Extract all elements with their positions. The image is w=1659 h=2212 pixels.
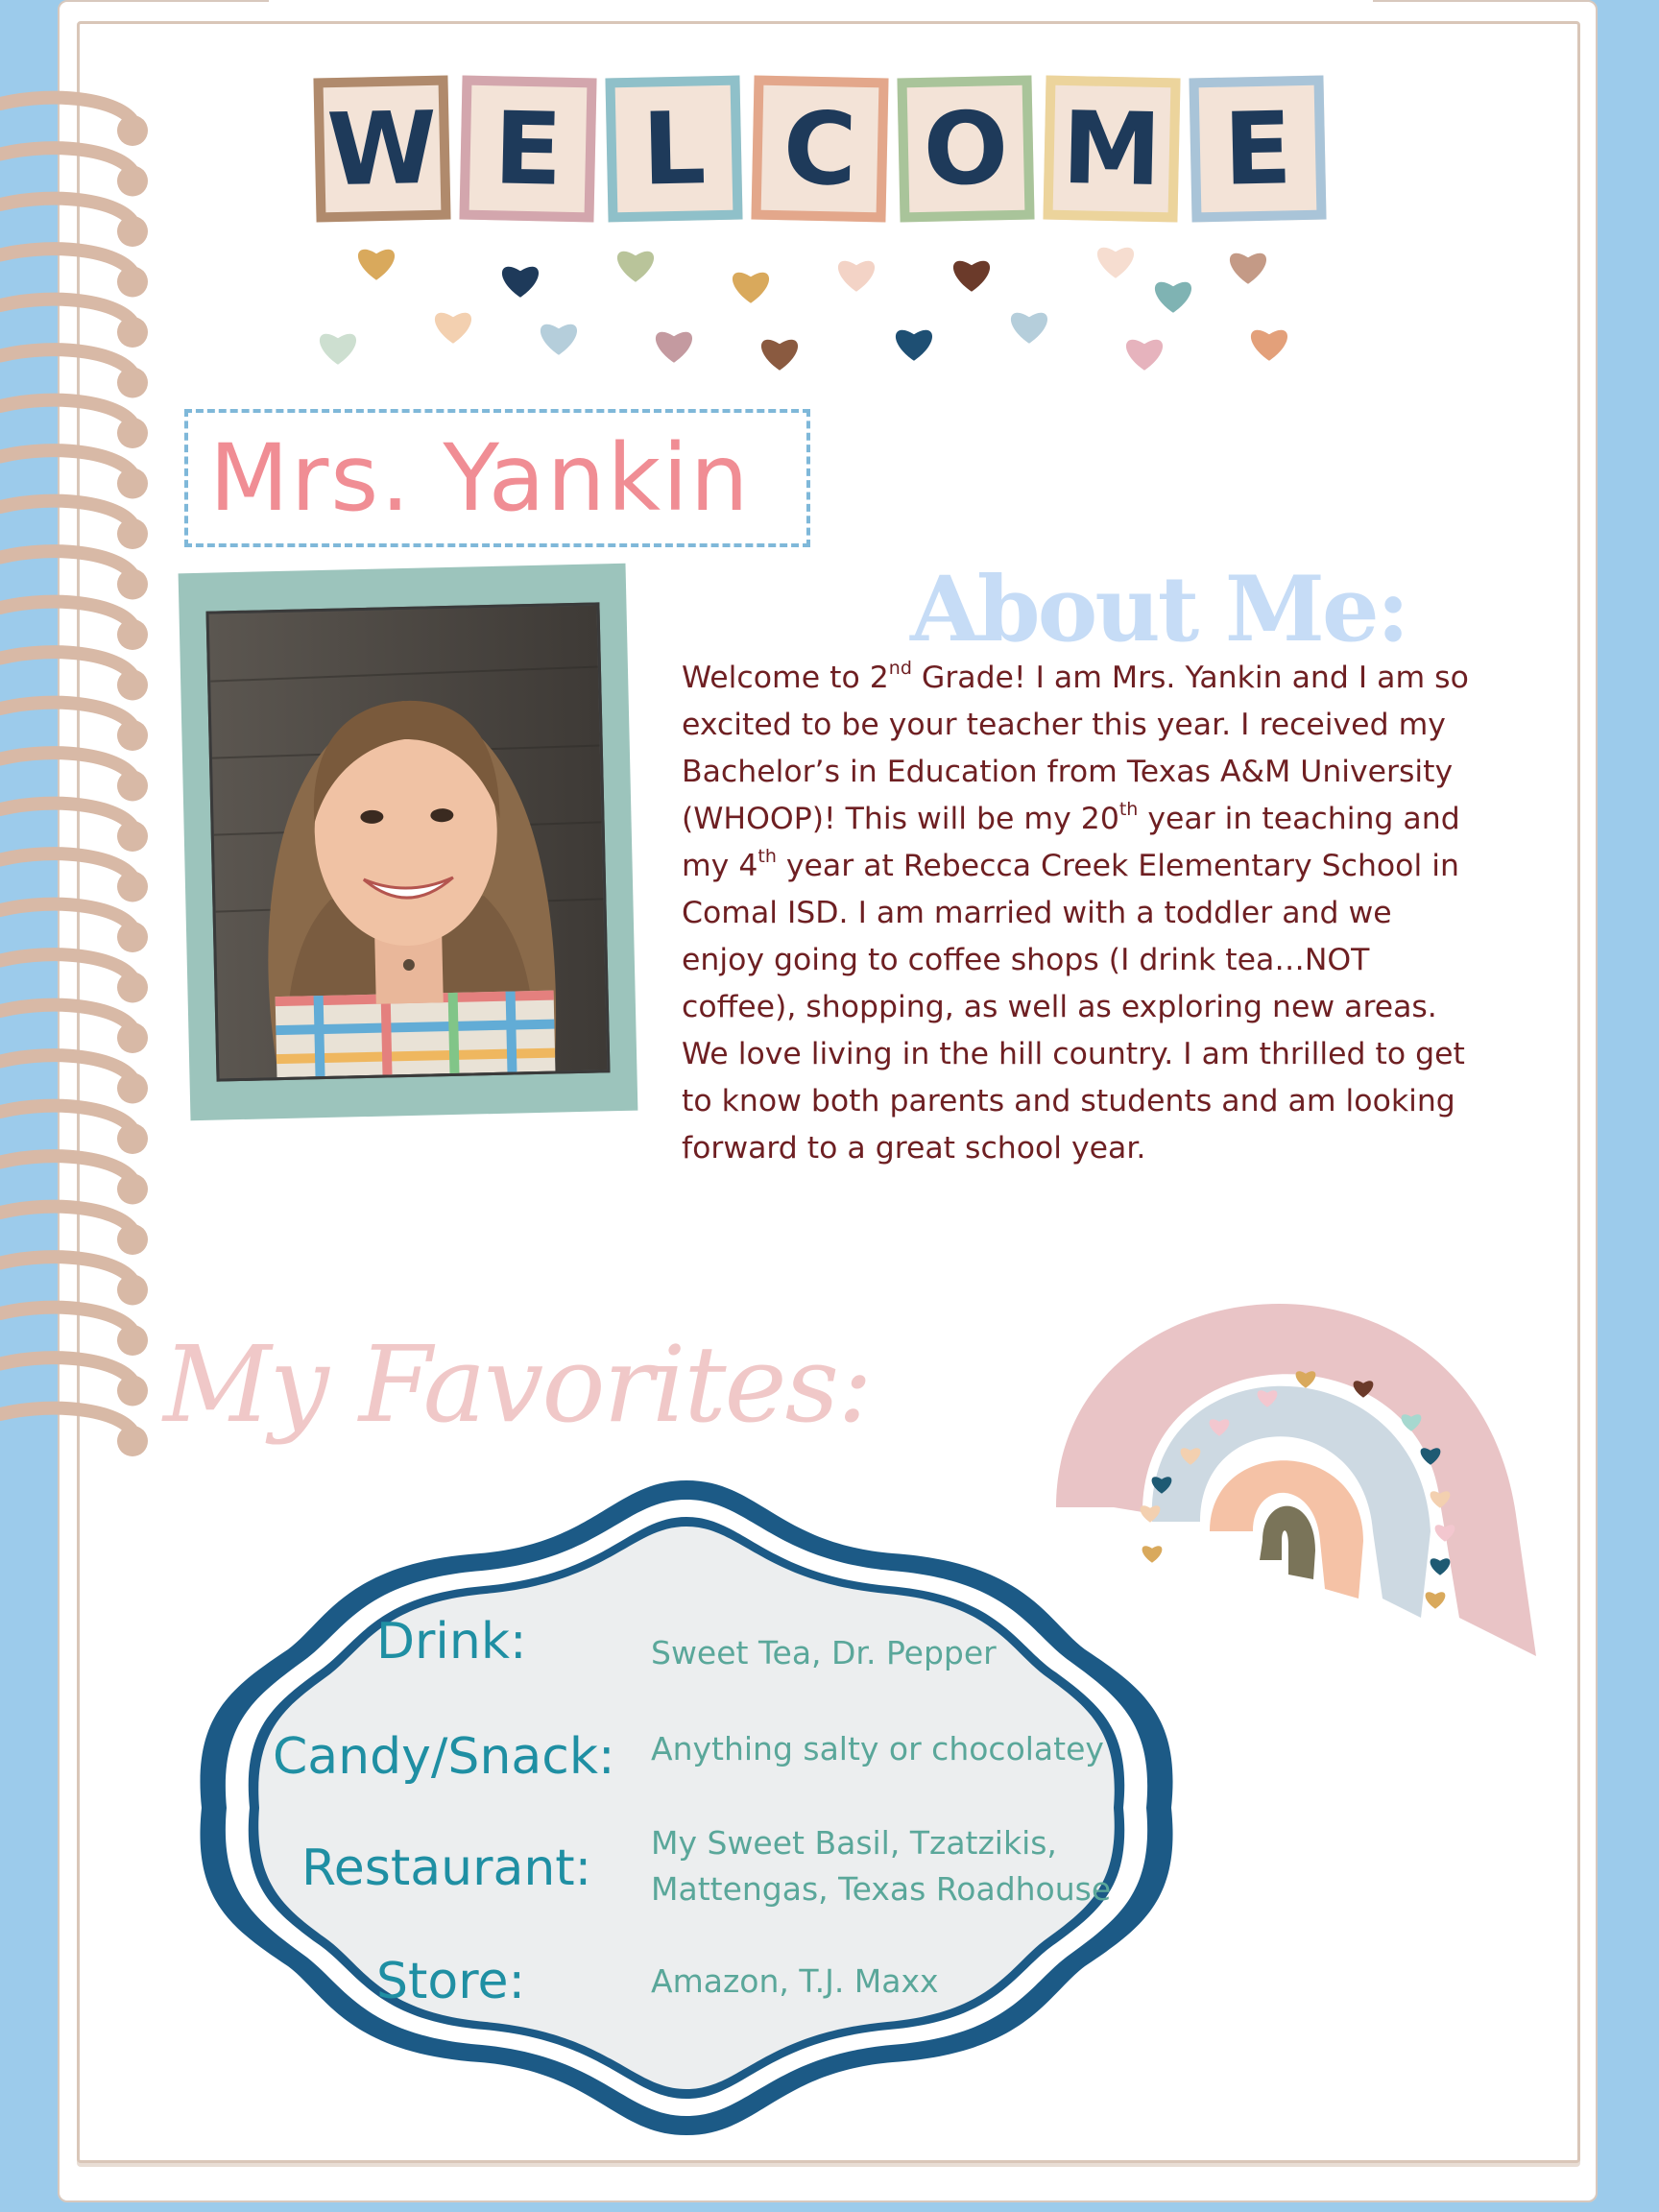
spiral-hole — [117, 368, 148, 398]
banner-letter-7: E — [1189, 76, 1326, 223]
heart-icon — [617, 252, 654, 282]
heart-icon — [502, 267, 539, 298]
heart-icon — [838, 261, 875, 292]
spiral-ring — [0, 1207, 134, 1234]
spiral-hole — [117, 1123, 148, 1154]
teacher-portrait — [205, 602, 610, 1081]
banner-letter-6: M — [1043, 76, 1180, 223]
spiral-ring — [0, 954, 134, 981]
spiral-hole — [117, 872, 148, 902]
banner-letter-4: C — [751, 76, 888, 223]
spiral-ring — [0, 1005, 134, 1032]
spiral-ring — [0, 703, 134, 730]
spiral-hole — [117, 518, 148, 549]
about-line — [682, 655, 1575, 702]
spiral-ring — [0, 148, 134, 175]
about-text-segment: year in teaching and — [1138, 802, 1460, 836]
spiral-hole — [117, 569, 148, 600]
spiral-ring — [0, 804, 134, 830]
spiral-ring — [0, 98, 134, 125]
spiral-hole — [117, 1174, 148, 1205]
favorites-title: My Favorites: — [163, 1323, 872, 1446]
about-text-segment: Grade! I am Mrs. Yankin and I am so — [911, 661, 1469, 695]
about-line — [682, 1078, 1575, 1125]
about-text-segment: Comal ISD. I am married with a toddler and we — [682, 896, 1392, 930]
spiral-ring — [0, 1156, 134, 1183]
spiral-ring — [0, 602, 134, 629]
about-text-segment: We love living in the hill country. I am thrilled to get — [682, 1037, 1465, 1071]
ordinal-suffix: nd — [888, 658, 912, 679]
heart-icon — [1296, 1371, 1316, 1387]
favorite-value — [651, 1726, 1104, 1772]
favorites-plaque — [163, 1467, 1210, 2149]
hearts-garland-icon — [288, 230, 1363, 394]
about-line — [682, 937, 1575, 984]
favorite-value-line: Anything salty or chocolatey — [651, 1730, 1104, 1767]
welcome-banner — [315, 65, 1344, 248]
spiral-hole — [117, 922, 148, 952]
heart-icon — [761, 340, 798, 371]
about-line — [682, 702, 1575, 749]
spiral-hole — [117, 1224, 148, 1255]
favorite-label: Drink: — [376, 1613, 527, 1671]
heart-icon — [541, 325, 577, 355]
favorite-value — [651, 1959, 939, 2005]
about-line — [682, 796, 1575, 843]
favorite-value-line: My Sweet Basil, Tzatzikis, — [651, 1824, 1057, 1862]
about-text-segment: (WHOOP)! This will be my 20 — [682, 802, 1119, 836]
heart-icon — [733, 273, 769, 303]
heart-icon — [320, 334, 356, 365]
favorite-value — [651, 1630, 997, 1676]
spiral-ring — [0, 300, 134, 326]
spiral-ring — [0, 1106, 134, 1133]
about-text-segment: excited to be your teacher this year. I received my — [682, 708, 1446, 742]
spiral-hole — [117, 619, 148, 650]
notebook-top-strip — [269, 0, 1373, 21]
favorite-value-line: Amazon, T.J. Maxx — [651, 1962, 939, 2000]
favorite-value — [651, 1820, 1111, 1912]
banner-letter-3: L — [605, 76, 742, 223]
spiral-ring — [0, 349, 134, 376]
heart-icon — [1426, 1592, 1446, 1608]
about-text-segment: my 4 — [682, 849, 758, 883]
spiral-hole — [117, 469, 148, 499]
heart-icon — [896, 330, 932, 361]
about-text-segment: to know both parents and students and am looking — [682, 1084, 1455, 1118]
heart-icon — [1097, 248, 1134, 278]
about-text-segment: enjoy going to coffee shops (I drink tea…NOT — [682, 943, 1370, 977]
favorite-label: Store: — [376, 1953, 525, 2010]
heart-icon — [1251, 330, 1287, 361]
spiral-hole — [117, 216, 148, 247]
spiral-hole — [117, 1426, 148, 1456]
spiral-hole — [117, 166, 148, 197]
favorite-value-line: Mattengas, Texas Roadhouse — [651, 1870, 1112, 1908]
spiral-ring — [0, 1055, 134, 1082]
heart-icon — [1011, 313, 1047, 344]
heart-icon — [1431, 1558, 1451, 1575]
spiral-hole — [117, 670, 148, 701]
spiral-hole — [117, 1325, 148, 1356]
spiral-ring — [0, 199, 134, 226]
ordinal-suffix: th — [757, 846, 777, 867]
spiral-ring — [0, 450, 134, 477]
spiral-hole — [117, 115, 148, 146]
spiral-hole — [117, 771, 148, 802]
banner-letter-5: O — [897, 76, 1034, 223]
about-me-paragraph — [682, 655, 1575, 1172]
spiral-hole — [117, 1022, 148, 1053]
about-text-segment: year at Rebecca Creek Elementary School in — [776, 849, 1459, 883]
spiral-hole — [117, 720, 148, 751]
about-line — [682, 890, 1575, 937]
spiral-ring — [0, 1358, 134, 1384]
teacher-name: Mrs. Yankin — [209, 424, 751, 532]
spiral-hole — [117, 1275, 148, 1306]
spiral-ring — [0, 551, 134, 578]
spiral-ring — [0, 854, 134, 880]
spiral-hole — [117, 1376, 148, 1407]
about-text-segment: coffee), shopping, as well as exploring new areas. — [682, 990, 1437, 1024]
spiral-ring — [0, 1257, 134, 1284]
heart-icon — [1126, 340, 1163, 371]
spiral-hole — [117, 267, 148, 298]
heart-icon — [435, 313, 471, 344]
favorite-label: Restaurant: — [301, 1839, 592, 1897]
about-me-title: About Me: — [910, 557, 1407, 662]
heart-icon — [953, 261, 990, 292]
photo-frame — [179, 564, 638, 1120]
spiral-ring — [0, 652, 134, 679]
spiral-ring — [0, 1308, 134, 1334]
spiral-ring — [0, 904, 134, 931]
about-text-segment: Bachelor’s in Education from Texas A&M University — [682, 755, 1454, 789]
about-text-segment: forward to a great school year. — [682, 1131, 1146, 1166]
heart-icon — [1230, 253, 1266, 284]
about-line — [682, 1125, 1575, 1172]
favorite-label: Candy/Snack: — [273, 1728, 615, 1786]
spiral-ring — [0, 753, 134, 780]
about-text-segment: Welcome to 2 — [682, 661, 889, 695]
heart-icon — [358, 250, 395, 280]
spiral-hole — [117, 821, 148, 852]
ordinal-suffix: th — [1118, 799, 1139, 820]
spiral-hole — [117, 418, 148, 448]
favorite-value-line: Sweet Tea, Dr. Pepper — [651, 1634, 997, 1671]
heart-icon — [656, 332, 692, 363]
spiral-ring — [0, 249, 134, 276]
about-line — [682, 1031, 1575, 1078]
banner-letter-1: W — [313, 76, 450, 223]
heart-icon — [1155, 282, 1191, 313]
teacher-name-box — [184, 409, 810, 547]
spiral-ring — [0, 501, 134, 528]
about-line — [682, 984, 1575, 1031]
spiral-hole — [117, 1073, 148, 1104]
about-line — [682, 843, 1575, 890]
spiral-binding-icon — [0, 0, 163, 2212]
spiral-ring — [0, 1408, 134, 1435]
about-line — [682, 749, 1575, 796]
banner-letter-2: E — [459, 76, 596, 223]
spiral-hole — [117, 317, 148, 348]
spiral-ring — [0, 400, 134, 427]
spiral-hole — [117, 973, 148, 1003]
